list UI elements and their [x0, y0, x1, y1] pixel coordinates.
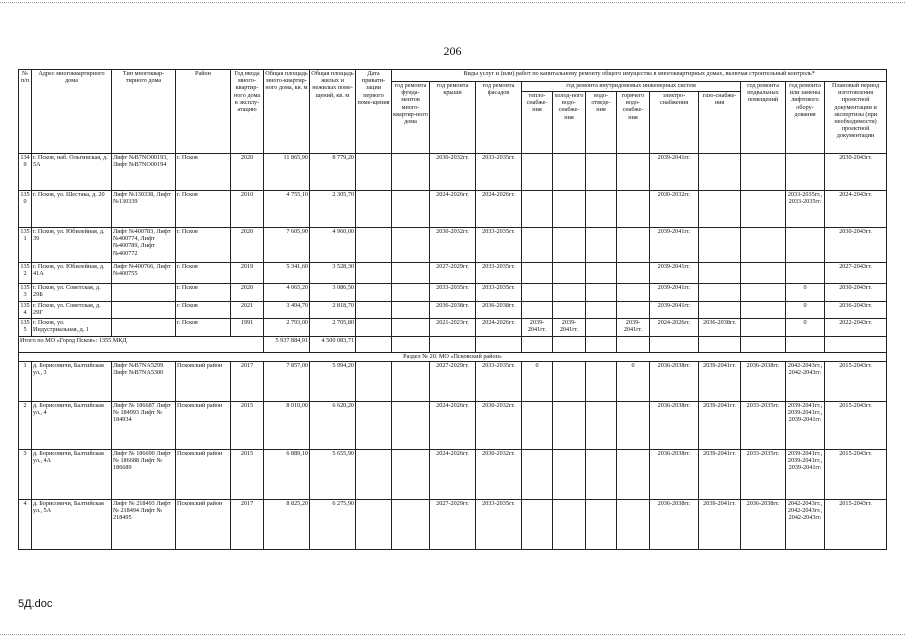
cell-area-living: 6 275,90	[310, 500, 356, 550]
cell-area-living: 2 705,80	[310, 319, 356, 337]
cell-privat	[356, 263, 392, 284]
cell-area-total: 4 755,10	[264, 191, 310, 228]
cell-facade: 2030-2032гг.	[476, 402, 522, 450]
cell-privat	[356, 154, 392, 191]
cell-gas	[699, 302, 741, 319]
table-row	[19, 284, 887, 302]
cell-address: г. Псков, наб. Ольгинская, д. 5А	[32, 154, 112, 191]
cell-area-total: 3 494,70	[264, 302, 310, 319]
cell-roof: 2027-2029гг.	[430, 362, 476, 402]
cell-num: 1349	[19, 154, 32, 191]
cell-fund	[392, 302, 430, 319]
cell-year: 2021	[231, 302, 264, 319]
table-row	[19, 302, 887, 319]
cell-sewer	[586, 154, 617, 191]
cell-basement	[741, 319, 786, 337]
cell-basement	[741, 154, 786, 191]
total-area-total: 5 937 884,91	[264, 337, 310, 353]
cell-lift	[786, 154, 825, 191]
cell-num: 1354	[19, 302, 32, 319]
cell-gas: 2039-2041гг.	[699, 402, 741, 450]
cell-area-total: 8 010,00	[264, 402, 310, 450]
cell-roof: 2024-2026гг.	[430, 402, 476, 450]
cell-year: 2010	[231, 191, 264, 228]
cell-facade: 2033-2035гг.	[476, 284, 522, 302]
cell-gas	[699, 228, 741, 263]
col-address-header: Адрес многоквартирного дома	[32, 70, 112, 154]
col-area-living-header: Общая площадь жилых и нежилых поме-щений, кв. м	[310, 70, 356, 154]
cell-fund	[392, 450, 430, 500]
cell-heat	[522, 154, 553, 191]
cell-area-total: 4 065,20	[264, 284, 310, 302]
cell-roof: 2021-2023гг.	[430, 319, 476, 337]
works-header: Виды услуг и (или) работ по капитальному ремонту общего имущества в многоквартирных домах, включая строительный контроль*	[392, 70, 887, 82]
cell-sewer	[586, 319, 617, 337]
cell-district: Псковский район	[176, 362, 231, 402]
cell-address: г. Псков, ул. Индустриальная, д. 1	[32, 319, 112, 337]
table-row	[19, 228, 887, 263]
cell-address: д. Борисовичи, Балтийская ул., 3	[32, 362, 112, 402]
cell-privat	[356, 500, 392, 550]
cell-area-total: 5 341,60	[264, 263, 310, 284]
col-district-header: Район	[176, 70, 231, 154]
cell-facade: 2033-2035гг.	[476, 500, 522, 550]
cell-cold: 2039-2041гг.	[553, 319, 586, 337]
section-row	[19, 353, 887, 362]
cell-fund	[392, 154, 430, 191]
cell-heat	[522, 302, 553, 319]
col-area-total-header: Общая площадь много-квартир-ного дома, кв. м	[264, 70, 310, 154]
cell-heat	[522, 284, 553, 302]
cell-basement: 2033-2035гг.	[741, 402, 786, 450]
cell-lift: 2033-2035гг., 2033-2035гг.	[786, 191, 825, 228]
total-area-living: 4 500 083,71	[310, 337, 356, 353]
cell-year: 2020	[231, 154, 264, 191]
cell-hot	[617, 500, 650, 550]
col-cold-header: холод-ного водо-снабже-ния	[553, 92, 586, 154]
cell-district: Псковский район	[176, 402, 231, 450]
cell-cold	[553, 450, 586, 500]
cell-facade: 2033-2035гг.	[476, 228, 522, 263]
cell-roof: 2027-2029гг.	[430, 263, 476, 284]
cell-district: г. Псков	[176, 228, 231, 263]
cell-area-total: 6 889,10	[264, 450, 310, 500]
cell-area-total: 7 605,90	[264, 228, 310, 263]
cell-cold	[553, 402, 586, 450]
table-row	[19, 154, 887, 191]
cell-hot	[617, 191, 650, 228]
cell-roof: 2033-2035гг.	[430, 284, 476, 302]
cell-district: г. Псков	[176, 191, 231, 228]
cell-year: 2019	[231, 263, 264, 284]
col-gas-header: газо-снабже-ния	[699, 92, 741, 154]
cell-fund	[392, 263, 430, 284]
cell-type	[112, 284, 176, 302]
cell-design: 2015-2043гг.	[825, 450, 887, 500]
cell-fund	[392, 319, 430, 337]
table-row	[19, 402, 887, 450]
cell-roof: 2030-2032гг.	[430, 154, 476, 191]
cell-fund	[392, 228, 430, 263]
cell-elec: 2024-2026гг.	[650, 319, 699, 337]
cell-num: 1351	[19, 228, 32, 263]
cell-area-living: 3 528,30	[310, 263, 356, 284]
table-row	[19, 263, 887, 284]
cell-basement	[741, 284, 786, 302]
cell-num: 2	[19, 402, 32, 450]
cell-sewer	[586, 284, 617, 302]
cell-privat	[356, 284, 392, 302]
cell-num: 1352	[19, 263, 32, 284]
cell-address: г. Псков, ул. Юбилейная, д. 39	[32, 228, 112, 263]
cell-area-total: 7 857,00	[264, 362, 310, 402]
cell-sewer	[586, 228, 617, 263]
cell-gas: 2036-2038гг.	[699, 319, 741, 337]
cell-design: 2027-2043гг.	[825, 263, 887, 284]
cell-lift: 2042-2043гг., 2042-2043гг., 2042-2043гг.	[786, 500, 825, 550]
cell-cold	[553, 191, 586, 228]
capital-repair-table	[18, 69, 887, 550]
cell-sewer	[586, 450, 617, 500]
col-heat-header: тепло-снабже-ния	[522, 92, 553, 154]
total-label: Итого по МО «Город Псков»: 1355 МКД	[19, 337, 264, 353]
table-row	[19, 450, 887, 500]
cell-area-living: 8 779,20	[310, 154, 356, 191]
cell-basement	[741, 191, 786, 228]
cell-elec: 2036-2038гг.	[650, 500, 699, 550]
cell-hot	[617, 263, 650, 284]
cell-district: Псковский район	[176, 450, 231, 500]
cell-lift: 2042-2043гг., 2042-2043гг.	[786, 362, 825, 402]
cell-cold	[553, 228, 586, 263]
cell-address: г. Псков, ул. Советская, д. 29Г	[32, 302, 112, 319]
cell-num: 4	[19, 500, 32, 550]
cell-sewer	[586, 500, 617, 550]
cell-facade: 2033-2035гг.	[476, 263, 522, 284]
cell-type: Лифт №400766, Лифт №400755	[112, 263, 176, 284]
cell-area-living: 2 818,70	[310, 302, 356, 319]
col-roof-header: год ремонта крыши	[430, 82, 476, 154]
cell-sewer	[586, 191, 617, 228]
cell-sewer	[586, 362, 617, 402]
cell-gas	[699, 284, 741, 302]
cell-roof: 2024-2026гг.	[430, 191, 476, 228]
cell-address: д. Борисовичи, Балтийская ул., 4А	[32, 450, 112, 500]
cell-elec: 2039-2041гг.	[650, 302, 699, 319]
cell-type	[112, 319, 176, 337]
cell-privat	[356, 362, 392, 402]
cell-district: г. Псков	[176, 302, 231, 319]
cell-lift: 0	[786, 284, 825, 302]
cell-area-living: 4 960,00	[310, 228, 356, 263]
section-title: Раздел № 20. МО «Псковский район»	[19, 353, 887, 362]
cell-hot	[617, 302, 650, 319]
cell-year: 1991	[231, 319, 264, 337]
cell-hot	[617, 154, 650, 191]
cell-type: Лифт № 186687 Лифт № 184993 Лифт № 184934	[112, 402, 176, 450]
cell-lift: 2039-2041гг., 2039-2041гг., 2039-2041гг.	[786, 450, 825, 500]
cell-facade: 2024-2026гг.	[476, 319, 522, 337]
cell-heat	[522, 402, 553, 450]
cell-cold	[553, 154, 586, 191]
cell-hot	[617, 228, 650, 263]
cell-lift: 2039-2041гг., 2039-2041гг., 2039-2041гг.	[786, 402, 825, 450]
col-basement-header: год ремонта подвальных помещений	[741, 82, 786, 154]
cell-lift	[786, 228, 825, 263]
scan-bottom-edge	[0, 634, 905, 635]
cell-address: г. Псков, ул. Юбилейная, д. 41А	[32, 263, 112, 284]
cell-type	[112, 302, 176, 319]
cell-elec: 2039-2041гг.	[650, 154, 699, 191]
cell-roof: 2027-2029гг.	[430, 500, 476, 550]
scan-top-edge	[0, 2, 905, 3]
cell-basement: 2033-2035гг.	[741, 450, 786, 500]
cell-year: 2020	[231, 284, 264, 302]
col-type-header: Тип многоквар-тирного дома	[112, 70, 176, 154]
cell-type: Лифт № 218493 Лифт № 218494 Лифт № 218495	[112, 500, 176, 550]
col-facade-header: год ремонта фасадов	[476, 82, 522, 154]
table-row	[19, 362, 887, 402]
cell-elec: 2036-2038гг.	[650, 450, 699, 500]
cell-elec: 2039-2041гг.	[650, 284, 699, 302]
cell-design: 2036-2043гг.	[825, 302, 887, 319]
cell-district: г. Псков	[176, 284, 231, 302]
cell-num: 1353	[19, 284, 32, 302]
cell-gas	[699, 263, 741, 284]
cell-fund	[392, 362, 430, 402]
col-design-header: Плановый период изготовления проектной документации и экспертизы (при необходимости) проектной документации	[825, 82, 887, 154]
col-privat-header: Дата привати-зации первого поме-щения	[356, 70, 392, 154]
cell-heat: 0	[522, 362, 553, 402]
cell-design: 2030-2043гг.	[825, 284, 887, 302]
cell-gas	[699, 191, 741, 228]
cell-design: 2030-2043гг.	[825, 154, 887, 191]
cell-privat	[356, 319, 392, 337]
cell-roof: 2036-2038гг.	[430, 302, 476, 319]
cell-lift	[786, 263, 825, 284]
cell-lift: 0	[786, 302, 825, 319]
cell-area-total: 8 825,20	[264, 500, 310, 550]
cell-privat	[356, 402, 392, 450]
cell-fund	[392, 284, 430, 302]
cell-area-total: 2 793,00	[264, 319, 310, 337]
cell-roof: 2024-2026гг.	[430, 450, 476, 500]
cell-type: Лифт №В7NA5299 Лифт №В7NA5300	[112, 362, 176, 402]
cell-roof: 2030-2032гг.	[430, 228, 476, 263]
cell-heat: 2039-2041гг.	[522, 319, 553, 337]
cell-cold	[553, 302, 586, 319]
cell-fund	[392, 500, 430, 550]
cell-address: д. Борисовичи, Балтийская ул., 4	[32, 402, 112, 450]
cell-gas	[699, 154, 741, 191]
cell-hot	[617, 284, 650, 302]
cell-fund	[392, 402, 430, 450]
cell-area-living: 5 994,20	[310, 362, 356, 402]
cell-gas: 2039-2041гг.	[699, 362, 741, 402]
cell-heat	[522, 191, 553, 228]
cell-sewer	[586, 302, 617, 319]
cell-cold	[553, 284, 586, 302]
footer-filename: 5Д.doc	[18, 598, 53, 610]
cell-basement	[741, 228, 786, 263]
cell-type: Лифт №400783, Лифт №400774, Лифт №400789, Лифт №400772	[112, 228, 176, 263]
col-sewer-header: водо-отведе-ния	[586, 92, 617, 154]
cell-sewer	[586, 263, 617, 284]
cell-facade: 2036-2038гг.	[476, 302, 522, 319]
cell-privat	[356, 191, 392, 228]
cell-address: г. Псков, ул. Советская, д. 29Б	[32, 284, 112, 302]
cell-area-living: 3 086,50	[310, 284, 356, 302]
table-row	[19, 319, 887, 337]
cell-design: 2030-2043гг.	[825, 228, 887, 263]
cell-hot: 0	[617, 362, 650, 402]
cell-heat	[522, 450, 553, 500]
cell-elec: 2036-2038гг.	[650, 402, 699, 450]
cell-design: 2022-2043гг.	[825, 319, 887, 337]
engineering-header: год ремонта внутридомовых инженерных систем	[522, 82, 741, 92]
cell-type: Лифт №130338, Лифт №130339	[112, 191, 176, 228]
cell-design: 2024-2043гг.	[825, 191, 887, 228]
cell-address: г. Псков, ул. Шестака, д. 20	[32, 191, 112, 228]
cell-address: д. Борисовичи, Балтийская ул., 5А	[32, 500, 112, 550]
cell-fund	[392, 191, 430, 228]
cell-elec: 2039-2041гг.	[650, 263, 699, 284]
cell-cold	[553, 362, 586, 402]
cell-cold	[553, 500, 586, 550]
total-row	[19, 337, 887, 353]
cell-basement	[741, 302, 786, 319]
cell-basement	[741, 263, 786, 284]
cell-area-living: 5 655,90	[310, 450, 356, 500]
cell-design: 2015-2043гг.	[825, 500, 887, 550]
col-hot-header: горячего водо-снабже-ния	[617, 92, 650, 154]
cell-facade: 2033-2035гг.	[476, 154, 522, 191]
cell-type: Лифт №В7NO00193, Лифт №В7NO00194	[112, 154, 176, 191]
col-num-header: № п/п	[19, 70, 32, 154]
cell-num: 3	[19, 450, 32, 500]
col-fund-header: год ремонта фунда-ментов много-квартир-ного дома	[392, 82, 430, 154]
cell-basement: 2036-2038гг.	[741, 362, 786, 402]
cell-gas: 2039-2041гг.	[699, 500, 741, 550]
cell-design: 2015-2043гг.	[825, 362, 887, 402]
cell-elec: 2039-2041гг.	[650, 228, 699, 263]
cell-year: 2015	[231, 450, 264, 500]
cell-design: 2015-2043гг.	[825, 402, 887, 450]
cell-facade: 2033-2035гг.	[476, 362, 522, 402]
cell-area-living: 2 305,70	[310, 191, 356, 228]
cell-year: 2017	[231, 500, 264, 550]
col-year-header: Год ввода много-квартир-ного дома в эксплу-атацию	[231, 70, 264, 154]
cell-heat	[522, 263, 553, 284]
table-row	[19, 191, 887, 228]
cell-heat	[522, 500, 553, 550]
cell-num: 1350	[19, 191, 32, 228]
cell-privat	[356, 450, 392, 500]
cell-district: Псковский район	[176, 500, 231, 550]
cell-privat	[356, 228, 392, 263]
cell-elec: 2036-2038гг.	[650, 362, 699, 402]
cell-num: 1	[19, 362, 32, 402]
cell-hot	[617, 450, 650, 500]
cell-gas: 2039-2041гг.	[699, 450, 741, 500]
cell-type: Лифт № 186690 Лифт № 186688 Лифт № 186689	[112, 450, 176, 500]
cell-area-total: 11 865,90	[264, 154, 310, 191]
cell-privat	[356, 302, 392, 319]
cell-area-living: 6 620,20	[310, 402, 356, 450]
cell-elec: 2030-2032гг.	[650, 191, 699, 228]
cell-basement: 2036-2038гг.	[741, 500, 786, 550]
cell-cold	[553, 263, 586, 284]
page-number: 206	[443, 44, 462, 58]
table-row	[19, 500, 887, 550]
cell-num: 1355	[19, 319, 32, 337]
cell-year: 2017	[231, 362, 264, 402]
cell-sewer	[586, 402, 617, 450]
cell-hot	[617, 402, 650, 450]
cell-district: г. Псков	[176, 154, 231, 191]
cell-lift: 0	[786, 319, 825, 337]
cell-year: 2020	[231, 228, 264, 263]
cell-district: г. Псков	[176, 263, 231, 284]
cell-district: г. Псков	[176, 319, 231, 337]
cell-year: 2015	[231, 402, 264, 450]
cell-heat	[522, 228, 553, 263]
col-lift-header: год ремонта или замены лифтового обору-дования	[786, 82, 825, 154]
cell-hot: 2039-2041гг.	[617, 319, 650, 337]
cell-facade: 2024-2026гг.	[476, 191, 522, 228]
col-elec-header: электро-снабжения	[650, 92, 699, 154]
cell-facade: 2030-2032гг.	[476, 450, 522, 500]
